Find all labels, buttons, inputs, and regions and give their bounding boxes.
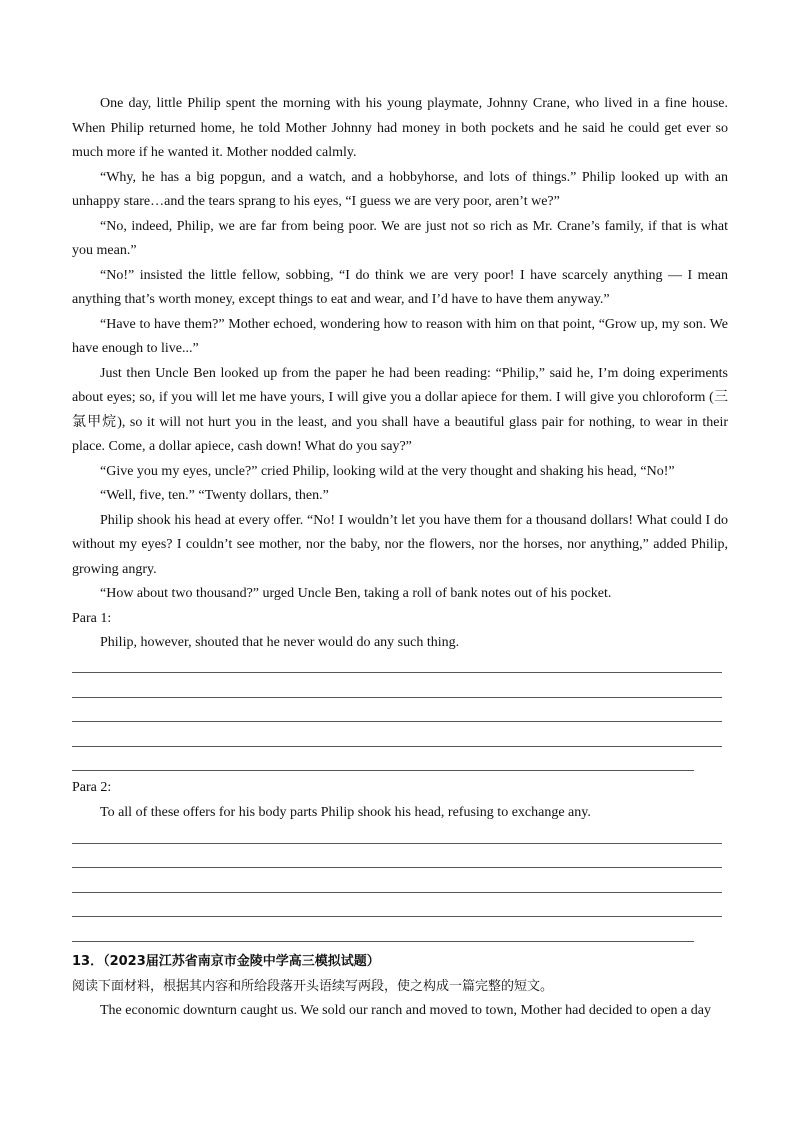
question-heading: 13．（2023届江苏省南京市金陵中学高三模拟试题） — [72, 954, 380, 969]
para2-label: Para 2: — [72, 780, 112, 795]
story-paragraph: Philip shook his head at every offer. “No! I wouldn’t let you have them for a thousand dollars! What could I do without my eyes? I couldn’t see mother, nor the baby, nor the flowers, nor the horses, nor anything,” added Philip, growing angry. — [72, 512, 728, 577]
question-instruction: 阅读下面材料，根据其内容和所给段落开头语续写两段，使之构成一篇完整的短文。 — [72, 978, 554, 994]
story-paragraph: Just then Uncle Ben looked up from the paper he had been reading: “Philip,” said he, I’m doing experiments about eyes; so, if you will let me have yours, I will give you a dollar apiece for them. I will give you chloroform (三氯甲烷), so it will not hurt you in the least, and you shall have a beautiful glass pair for nothing, to wear in their place. Come, a dollar apiece, cash down! What do you say?” — [72, 365, 728, 454]
story-paragraph: “No!” insisted the little fellow, sobbing, “I do think we are very poor! I have scarcely anything — I mean anything that’s worth money, except things to eat and wear, and I’d have to have them anyway.” — [72, 267, 728, 307]
story-paragraph: “Well, five, ten.” “Twenty dollars, then.” — [100, 488, 329, 503]
story-paragraph: “Have to have them?” Mother echoed, wondering how to reason with him on that point, “Grow up, my son. We have enough to live...” — [72, 316, 728, 356]
answer-line[interactable] — [72, 916, 722, 917]
story-paragraph: “How about two thousand?” urged Uncle Ben, taking a roll of bank notes out of his pocket. — [100, 586, 612, 601]
story-paragraph: “Why, he has a big popgun, and a watch, and a hobbyhorse, and lots of things.” Philip looked up with an unhappy stare…and the tears sprang to his eyes, “I guess we are very poor, aren’t we?” — [72, 169, 728, 209]
answer-line[interactable] — [72, 843, 722, 844]
answer-line[interactable] — [72, 941, 694, 942]
story-paragraph: “No, indeed, Philip, we are far from being poor. We are just not so rich as Mr. Crane’s family, if that is what you mean.” — [72, 218, 728, 258]
question-passage-first-line: The economic downturn caught us. We sold our ranch and moved to town, Mother had decided to open a day — [100, 1003, 711, 1018]
answer-line[interactable] — [72, 746, 722, 747]
story-passage — [72, 92, 728, 656]
para1-label: Para 1: — [72, 610, 112, 626]
answer-line[interactable] — [72, 721, 722, 722]
answer-line[interactable] — [72, 867, 722, 868]
story-paragraph: One day, little Philip spent the morning with his young playmate, Johnny Crane, who lived in a fine house. When Philip returned home, he told Mother Johnny had money in both pockets and he said he could get ever so much more if he wanted it. Mother nodded calmly. — [72, 96, 728, 160]
answer-line[interactable] — [72, 697, 722, 698]
para2-opening: To all of these offers for his body parts Philip shook his head, refusing to exchange any. — [100, 804, 591, 820]
para1-opening: Philip, however, shouted that he never would do any such thing. — [100, 635, 460, 650]
story-paragraph: “Give you my eyes, uncle?” cried Philip, looking wild at the very thought and shaking his head, “No!” — [100, 463, 675, 479]
answer-line[interactable] — [72, 672, 722, 673]
answer-line[interactable] — [72, 892, 722, 893]
answer-line[interactable] — [72, 770, 694, 771]
question-13 — [72, 950, 728, 1024]
para2-section — [72, 776, 728, 825]
